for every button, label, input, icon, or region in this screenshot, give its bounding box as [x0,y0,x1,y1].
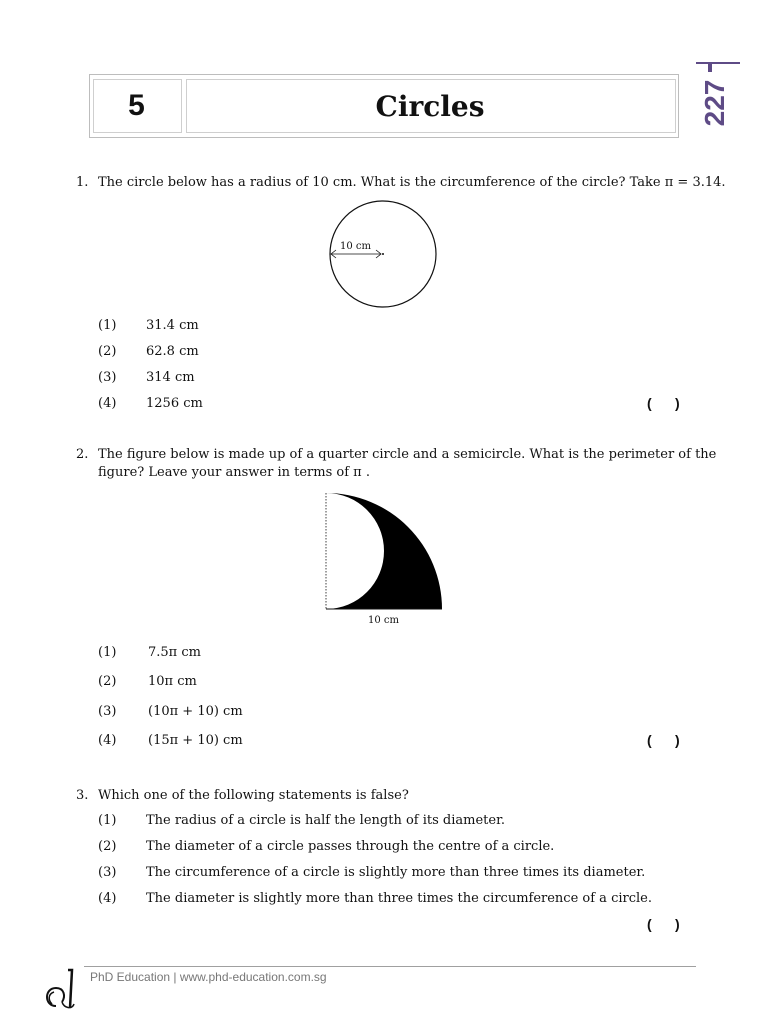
q3-option-1-label: (1) [98,813,117,828]
q2-option-2-text: 10π cm [148,674,197,689]
question-1-radius-label: 10 cm [340,241,371,252]
q2-option-2-label: (2) [98,674,117,689]
question-3-text: Which one of the following statements is false? [98,788,409,803]
question-2-shape-figure [320,488,446,614]
q3-option-1-text: The radius of a circle is half the length of its diameter. [146,813,505,828]
q1-option-4-text: 1256 cm [146,396,203,411]
q3-option-4-text: The diameter is slightly more than three times the circumference of a circle. [146,891,652,906]
chapter-title: Circles [375,89,485,123]
q2-option-3-label: (3) [98,704,117,719]
q3-option-3-label: (3) [98,865,117,880]
q3-answer-bracket[interactable]: ( ) [647,916,680,932]
question-2-text-line-1: The figure below is made up of a quarter circle and a semicircle. What is the perimeter of the [98,447,717,462]
page-number: 227 [699,79,730,127]
footer-divider [84,966,696,967]
q2-option-3-text: (10π + 10) cm [148,704,243,719]
q3-option-3-text: The circumference of a circle is slightly more than three times its diameter. [146,865,646,880]
q1-option-2-text: 62.8 cm [146,344,199,359]
q3-option-4-label: (4) [98,891,117,906]
q1-option-3-text: 314 cm [146,370,195,385]
q1-answer-bracket[interactable]: ( ) [647,395,680,411]
q2-option-4-label: (4) [98,733,117,748]
q3-option-2-text: The diameter of a circle passes through the centre of a circle. [146,839,555,854]
question-3-number: 3. [76,788,89,803]
q2-option-4-text: (15π + 10) cm [148,733,243,748]
question-1-circle-figure [322,195,442,315]
q1-option-4-label: (4) [98,396,117,411]
chapter-number: 5 [128,89,145,122]
phd-logo-icon [42,966,82,1012]
q1-option-1-text: 31.4 cm [146,318,199,333]
q1-option-1-label: (1) [98,318,117,333]
page-tab-line [696,62,740,64]
q2-option-1-text: 7.5π cm [148,645,201,660]
question-1-text: The circle below has a radius of 10 cm. What is the circumference of the circle? Take π = 3.14. [98,175,726,190]
question-1-number: 1. [76,175,89,190]
question-2-number: 2. [76,447,89,462]
q2-answer-bracket[interactable]: ( ) [647,732,680,748]
q3-option-2-label: (2) [98,839,117,854]
question-2-text-line-2: figure? Leave your answer in terms of π . [98,465,370,480]
circle-centre [382,253,384,255]
shaded-region [326,493,442,609]
footer-text: PhD Education | www.phd-education.com.sg [90,970,327,984]
q1-option-2-label: (2) [98,344,117,359]
q2-option-1-label: (1) [98,645,117,660]
question-2-base-label: 10 cm [368,615,399,626]
q1-option-3-label: (3) [98,370,117,385]
